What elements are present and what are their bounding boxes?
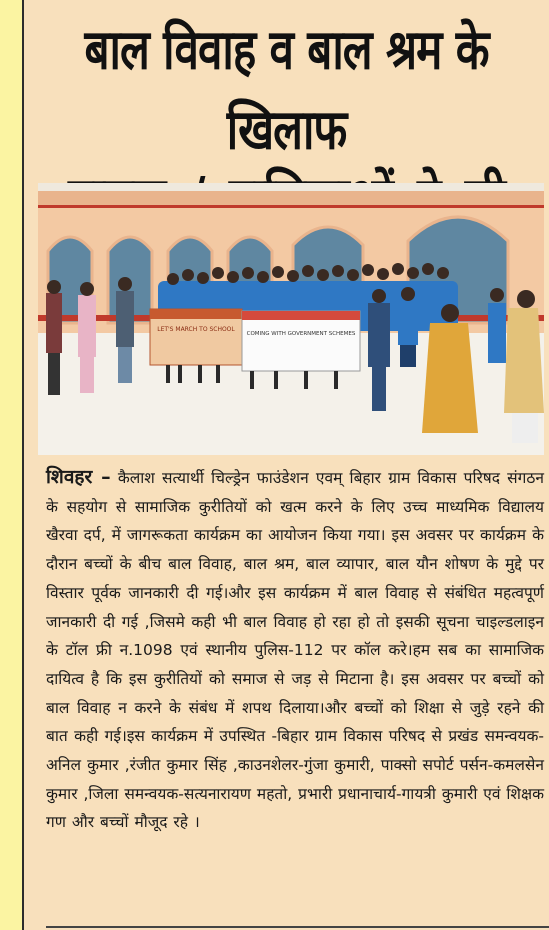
page-margin-strip xyxy=(0,0,24,930)
banner-right-text: COMING WITH GOVERNMENT SCHEMES xyxy=(246,331,356,337)
headline-line-1: बाल विवाह व बाल श्रम के खिलाफ xyxy=(84,18,489,163)
article-body xyxy=(46,463,544,837)
dateline: शिवहर – xyxy=(46,466,111,488)
news-article xyxy=(24,0,549,930)
news-photo xyxy=(38,183,544,455)
bottom-rule xyxy=(46,926,549,928)
banner-left-text: LET'S MARCH TO SCHOOL xyxy=(157,326,235,333)
article-text: कैलाश सत्यार्थी चिल्ड्रेन फाउंडेशन एवम् बिहार ग्राम विकास परिषद संगठन के सहयोग से सामाजिक कुरीतियों को खत्म करने के लिए उच्च माध्यमिक विद्यालय खैरवा दर्प, में जागरूकता कार्यक्रम का आयोजन किया गया। इस अवसर पर कार्यक्रम के दौरान बच्चों के बीच बाल विवाह, बाल श्रम, बाल व्यापार, बाल यौन शोषण के मुद्दे पर विस्तार पूर्वक जानकारी दी गई।और इस कार्यक्रम में बाल विवाह से संबंधित महत्वपूर्ण जानकारी दी गई ,जिसमे कही भी बाल विवाह हो रहा हो तो इसकी सूचना चाइल्डलाइन के टॉल फ्री न.1098 एवं स्थानीय पुलिस-112 पर कॉल करे।हम सब का सामाजिक दायित्व है कि इस कुरीतियों को समाज से जड़ से मिटाना है। इस अवसर पर बच्चों को बाल विवाह न करने के संबंध में शपथ दिलाया।और बच्चों को शिक्षा से जुड़े रहने की बात कही गई।इस कार्यक्रम में उपस्थित -बिहार ग्राम विकास परिषद से प्रखंड समन्वयक-अनिल कुमार ,रंजीत कुमार सिंह ,काउनशेलर-गुंजा कुमारी, पाक्सो सपोर्ट पर्सन-कमलसेन कुमार ,जिला समन्वयक-सत्यनारायण महतो, प्रभारी प्रधानाचार्य-गायत्री कुमारी एवं शिक्षक गण और बच्चों मौजूद रहे । xyxy=(46,469,544,832)
